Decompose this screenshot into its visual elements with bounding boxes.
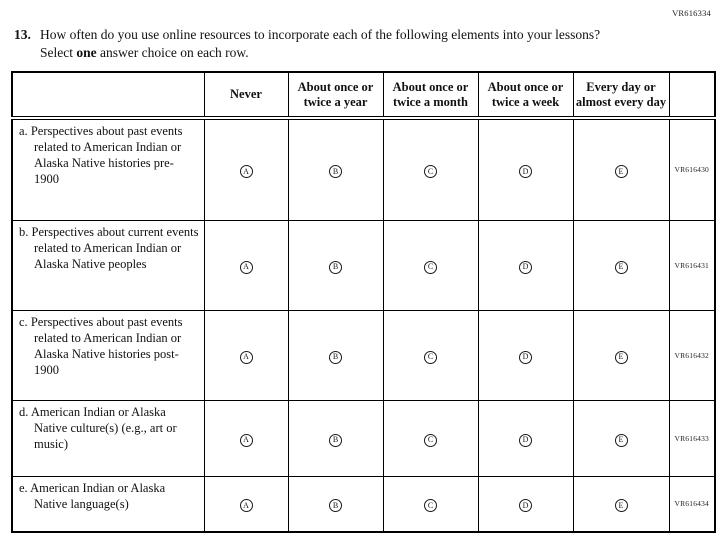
option-bubble-d[interactable]: D xyxy=(519,261,532,274)
option-bubble-b[interactable]: B xyxy=(329,351,342,364)
option-bubble-e[interactable]: E xyxy=(615,434,628,447)
option-bubble-a[interactable]: A xyxy=(240,499,253,512)
option-cell-week[interactable] xyxy=(478,310,573,400)
row-code: VR616431 xyxy=(669,220,715,310)
option-cell-everyday[interactable] xyxy=(573,118,669,220)
table-row-c xyxy=(12,310,715,400)
row-label xyxy=(19,404,199,452)
option-bubble-a[interactable]: A xyxy=(240,165,253,178)
option-cell-week[interactable] xyxy=(478,220,573,310)
option-bubble-a[interactable]: A xyxy=(240,351,253,364)
row-label-text: American Indian or Alaska Native language(s) xyxy=(30,480,166,511)
table-row-d xyxy=(12,400,715,476)
row-code: VR616432 xyxy=(669,310,715,400)
row-prefix: a. xyxy=(19,124,28,139)
table-row-a xyxy=(12,118,715,220)
option-cell-everyday[interactable] xyxy=(573,400,669,476)
option-cell-week[interactable] xyxy=(478,118,573,220)
option-bubble-c[interactable]: C xyxy=(424,351,437,364)
option-bubble-e[interactable]: E xyxy=(615,499,628,512)
header-once-twice-year: About once or twice a year xyxy=(288,72,383,118)
table-row-b xyxy=(12,220,715,310)
option-cell-never[interactable] xyxy=(204,220,288,310)
option-cell-year[interactable] xyxy=(288,310,383,400)
header-every-day: Every day or almost every day xyxy=(573,72,669,118)
option-bubble-b[interactable]: B xyxy=(329,499,342,512)
question-text-bold: one xyxy=(76,44,97,60)
option-cell-never[interactable] xyxy=(204,310,288,400)
option-bubble-b[interactable]: B xyxy=(329,434,342,447)
header-empty xyxy=(12,72,204,118)
row-code: VR616430 xyxy=(669,118,715,220)
option-bubble-d[interactable]: D xyxy=(519,434,532,447)
header-code-empty xyxy=(669,72,715,118)
row-prefix: e. xyxy=(19,480,28,495)
option-cell-year[interactable] xyxy=(288,118,383,220)
question-text xyxy=(40,26,636,61)
row-label xyxy=(19,224,199,272)
row-label-text: American Indian or Alaska Native culture(s) (e.g., art or music) xyxy=(30,404,177,451)
row-code: VR616433 xyxy=(669,400,715,476)
option-cell-everyday[interactable] xyxy=(573,310,669,400)
option-cell-year[interactable] xyxy=(288,220,383,310)
option-cell-week[interactable] xyxy=(478,476,573,532)
row-label-text: Perspectives about past events related to American Indian or Alaska Native histories post-1900 xyxy=(30,314,183,377)
option-cell-year[interactable] xyxy=(288,476,383,532)
option-bubble-c[interactable]: C xyxy=(424,165,437,178)
row-label-text: Perspectives about current events related to American Indian or Alaska Native peoples xyxy=(31,224,199,271)
option-cell-month[interactable] xyxy=(383,476,478,532)
option-bubble-b[interactable]: B xyxy=(329,261,342,274)
option-cell-month[interactable] xyxy=(383,220,478,310)
question-text-part2: answer choice on each row. xyxy=(96,44,249,60)
option-bubble-e[interactable]: E xyxy=(615,351,628,364)
row-prefix: c. xyxy=(19,314,28,329)
option-bubble-d[interactable]: D xyxy=(519,351,532,364)
row-label-cell xyxy=(12,400,204,476)
option-cell-never[interactable] xyxy=(204,476,288,532)
row-label xyxy=(19,314,199,378)
option-bubble-c[interactable]: C xyxy=(424,499,437,512)
header-never: Never xyxy=(204,72,288,118)
header-once-twice-month: About once or twice a month xyxy=(383,72,478,118)
option-cell-year[interactable] xyxy=(288,400,383,476)
table-row-e xyxy=(12,476,715,532)
row-label-text: Perspectives about past events related to American Indian or Alaska Native histories pre-1900 xyxy=(30,124,183,187)
option-cell-month[interactable] xyxy=(383,118,478,220)
row-label-cell xyxy=(12,476,204,532)
option-bubble-b[interactable]: B xyxy=(329,165,342,178)
option-cell-never[interactable] xyxy=(204,400,288,476)
option-bubble-c[interactable]: C xyxy=(424,261,437,274)
option-cell-everyday[interactable] xyxy=(573,220,669,310)
survey-table xyxy=(11,71,716,533)
option-bubble-e[interactable]: E xyxy=(615,165,628,178)
header-once-twice-week: About once or twice a week xyxy=(478,72,573,118)
page-code: VR616334 xyxy=(672,8,711,18)
option-cell-everyday[interactable] xyxy=(573,476,669,532)
option-bubble-a[interactable]: A xyxy=(240,261,253,274)
row-label-cell xyxy=(12,310,204,400)
option-cell-month[interactable] xyxy=(383,310,478,400)
option-cell-week[interactable] xyxy=(478,400,573,476)
option-bubble-d[interactable]: D xyxy=(519,499,532,512)
option-cell-month[interactable] xyxy=(383,400,478,476)
row-label xyxy=(19,123,199,187)
question-number: 13. xyxy=(14,27,31,42)
row-code: VR616434 xyxy=(669,476,715,532)
row-label-cell xyxy=(12,118,204,220)
option-bubble-a[interactable]: A xyxy=(240,434,253,447)
row-prefix: b. xyxy=(19,224,29,239)
question-text-part1: How often do you use online resources to incorporate each of the following elements into your lessons? Select xyxy=(40,27,601,60)
row-prefix: d. xyxy=(19,404,29,419)
option-bubble-e[interactable]: E xyxy=(615,261,628,274)
row-label-cell xyxy=(12,220,204,310)
option-bubble-c[interactable]: C xyxy=(424,434,437,447)
option-cell-never[interactable] xyxy=(204,118,288,220)
question-13 xyxy=(14,26,667,61)
option-bubble-d[interactable]: D xyxy=(519,165,532,178)
row-label xyxy=(19,480,199,512)
header-row xyxy=(12,72,715,118)
